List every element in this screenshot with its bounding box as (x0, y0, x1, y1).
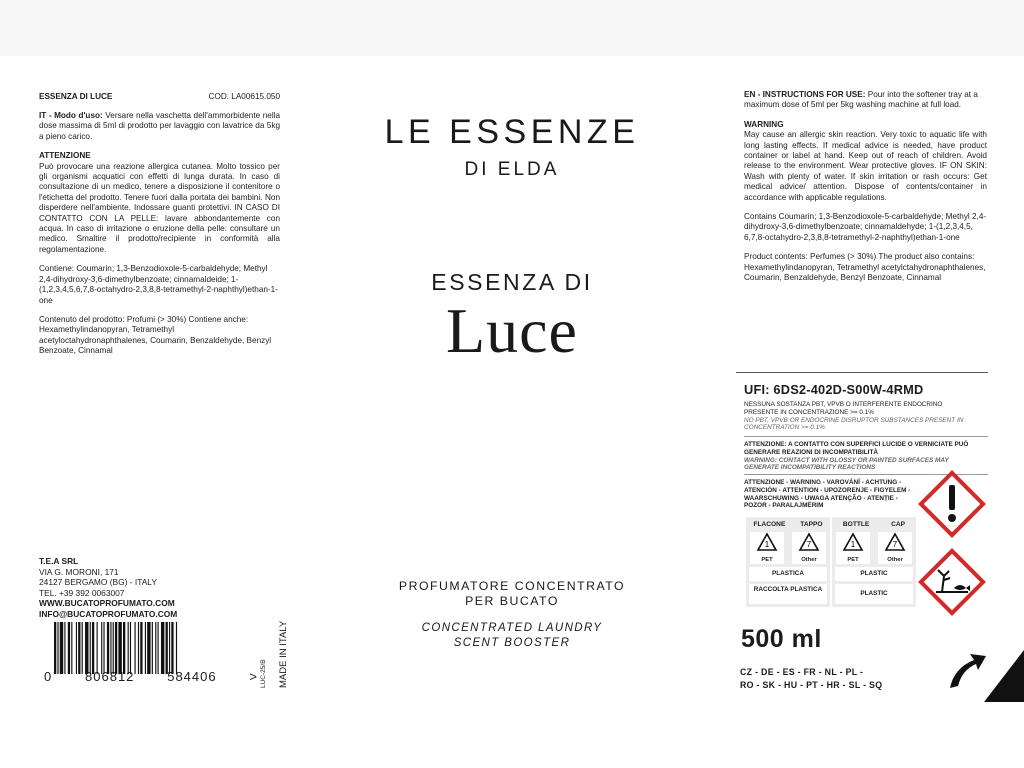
recycle-icon (836, 532, 870, 564)
barcode-bar (145, 622, 146, 674)
barcode-bar (130, 622, 131, 674)
barcode-bar (76, 622, 77, 674)
resin-code: 1 (850, 540, 856, 549)
recycle-icon (750, 532, 784, 564)
product-title-line-1: ESSENZA DI (431, 269, 593, 295)
company-phone: TEL. +39 392 0063007 (39, 587, 125, 598)
ghs-environment-icon (916, 546, 988, 618)
en-usage-label: EN - INSTRUCTIONS FOR USE: (744, 90, 866, 99)
divider-line (744, 436, 988, 437)
pbt-notice-en: NO PBT, VPVB OR ENDOCRINE DISRUPTOR SUBSTANCES PRESENT IN CONCENTRATION >= 0.1% (744, 416, 964, 432)
it-content-text: Contenuto del prodotto: Profumi (> 30%) Contiene anche: Hexamethylindanopyran, Tetramethyl acetyloctahydronaphthalenes, Coumarin, Benzaldehyde, Benzyl Benzoate, Cinnamal (39, 314, 272, 356)
barcode-bar (166, 622, 168, 674)
barcode-bar (54, 622, 56, 674)
barcode-bar (64, 622, 65, 674)
it-contains-text: Contiene: Coumarin; 1,3-Benzodioxole-5-carbaldehyde; Methyl 2,4-dihydroxy-3,6-dimethylbenzoate; cinnamaldeide; 1-(1,2,3,4,5,6,7,8-octahydro-2,3,8,8-tetramethyl-2-naphthyl)ethan-1-one (39, 264, 278, 305)
tagline-english-1: CONCENTRATED LAUNDRY (421, 622, 603, 634)
multilang-warning-text: ATTENZIONE - WARNING - VAROVÁNÍ - ACHTUNG - ATENCIÓN - ATTENTION - UPOZORENJE - FIGYELEM - WAARSCHUWING - UWAGA ATENÇÃO - ATENȚIE - POZOR - PARALAJMËRIM (744, 479, 911, 510)
barcode-bar (140, 622, 142, 674)
resin-code: 7 (806, 540, 812, 549)
barcode-bar (82, 622, 83, 674)
barcode-bar (135, 622, 136, 674)
company-city: 24127 BERGAMO (BG) - ITALY (39, 577, 157, 588)
product-title-line-2: Luce (446, 295, 578, 366)
material-label: PLASTIC (835, 567, 913, 581)
barcode-bar (97, 622, 98, 674)
recycle-icon (792, 532, 826, 564)
barcode-bar (128, 622, 129, 674)
company-website: WWW.BUCATOPROFUMATO.COM (39, 598, 175, 609)
barcode-bar (78, 622, 80, 674)
barcode-bar (171, 622, 173, 674)
barcode-bar (85, 622, 88, 674)
ghs-exclamation-icon (916, 468, 988, 540)
divider-line (736, 372, 988, 373)
brand-line-2: DI ELDA (464, 159, 560, 180)
tagline-italian (330, 579, 694, 609)
tagline-italian-1: PROFUMATORE CONCENTRATO (398, 579, 626, 593)
product-title (330, 268, 694, 364)
pbt-notice (744, 401, 976, 432)
tagline-italian-2: PER BUCATO (465, 594, 559, 608)
barcode-bar (147, 622, 150, 674)
barcode-digits (44, 669, 258, 684)
en-usage-paragraph (744, 90, 987, 111)
en-warning-title: WARNING (744, 119, 784, 129)
product-code: COD. LA00615.050 (208, 92, 280, 101)
barcode-bar (60, 622, 63, 674)
barcode-bar (155, 622, 156, 674)
resin-code: 7 (892, 540, 898, 549)
product-header-row (39, 92, 280, 102)
barcode-bar (68, 622, 70, 674)
recycle-icon (878, 532, 912, 564)
material-label: PLASTICA (749, 567, 827, 581)
open-arrow-icon (944, 640, 1024, 702)
barcode-bar (101, 622, 102, 674)
barcode-bar (169, 622, 170, 674)
lot-code: LUC-25/B (260, 659, 267, 688)
surface-notice-en: WARNING: CONTACT WITH GLOSSY OR PAINTED SURFACES MAY GENERATE INCOMPATIBILITY REACTIONS (744, 456, 949, 472)
barcode-bar (57, 622, 58, 674)
disposal-label: RACCOLTA PLASTICA (749, 584, 827, 604)
recycling-header-cap: CAP (891, 521, 906, 528)
barcode-bar (71, 622, 72, 674)
en-content-text: Product contents: Perfumes (> 30%) The product also contains: Hexamethylindanopyran, Tetramethyl acetylctahydronaphthalenes, Coumarin, Benzaldehyde, Benzyl Benzoate, Cinnamal (744, 252, 986, 283)
barcode-bar (152, 622, 153, 674)
barcode-bar (138, 622, 139, 674)
barcode-bar (90, 622, 91, 674)
languages-line-2: RO - SK - HU - PT - HR - SL - SQ (740, 679, 883, 690)
company-street: VIA G. MORONI, 171 (39, 566, 119, 577)
multilang-warning (744, 479, 914, 510)
barcode-group-1: 806812 (85, 669, 135, 684)
pbt-notice-it: NESSUNA SOSTANZA PBT, VPVB O INTERFERENTE ENDOCRINO PRESENTE IN CONCENTRAZIONE >= 0.1% (744, 401, 943, 416)
recycling-header-cap: TAPPO (800, 521, 823, 528)
barcode-bar (176, 622, 177, 674)
it-usage-label: IT - Modo d'uso: (39, 111, 103, 120)
surface-notice-it: ATTENZIONE: A CONTATTO CON SUPERFICI LUCIDE O VERNICIATE PUÒ GENERARE REAZIONI DI INCOMPATIBILITÀ (744, 441, 969, 456)
recycling-box-italian (746, 517, 830, 607)
barcode-bar (113, 622, 114, 674)
italian-text-panel (39, 92, 280, 357)
ufi-code: UFI: 6DS2-402D-S00W-4RMD (744, 382, 924, 397)
disposal-label: PLASTIC (835, 584, 913, 604)
resin-name: PET (847, 557, 859, 563)
resin-name: Other (801, 557, 817, 563)
resin-code: 1 (764, 540, 770, 549)
ean-barcode (54, 622, 234, 674)
it-usage-text: Versare nella vaschetta dell'ammorbidente nella dose massima di 5ml di prodotto per lavaggio con lavatrice da 5kg a pieno carico. (39, 111, 281, 141)
resin-name: Other (887, 557, 903, 563)
barcode-bar (115, 622, 117, 674)
made-in-italy: MADE IN ITALY (278, 620, 289, 688)
barcode-bar (92, 622, 94, 674)
languages-line-1: CZ - DE - ES - FR - NL - PL - (740, 667, 864, 677)
recycling-header-bottle: FLACONE (753, 521, 786, 528)
it-warning-text: Può provocare una reazione allergica cutanea. Molto tossico per gli organismi acquatici con effetti di lunga durata. In caso di consultazione di un medico, tenere a disposizione il contenitore o l'etichetta del prodotto. Tenere fuori dalla portata dei bambini. Non disperdere nell'ambiente. Indossare guanti protettivi. IN CASO DI CONTATTO CON LA PELLE: lavare abbondantemente con acqua. In caso di irritazione o eruzione della pelle: consultare un medico. Smaltire il prodotto/recipiente in conformità alla regolamentazione. (39, 161, 280, 254)
barcode-bar (123, 622, 125, 674)
tagline-english (330, 621, 694, 651)
tagline-english-2: SCENT BOOSTER (453, 637, 571, 649)
company-address (39, 556, 279, 620)
barcode-bar (110, 622, 111, 674)
recycling-header-bottle: BOTTLE (842, 521, 870, 528)
en-usage-text: Pour into the softener tray at a maximum dose of 5ml per 5kg washing machine at full load. (744, 90, 978, 110)
brand-logo (330, 112, 694, 182)
barcode-bar (118, 622, 121, 674)
barcode-arrow: > (249, 669, 258, 684)
brand-line-1: LE ESSENZE (384, 113, 640, 151)
it-warning-title: ATTENZIONE (39, 151, 91, 161)
resin-name: PET (761, 557, 773, 563)
barcode-bar (158, 622, 159, 674)
barcode-group-2: 584406 (167, 669, 217, 684)
it-usage-paragraph (39, 111, 280, 142)
recycling-box-english (832, 517, 916, 607)
en-warning-text: May cause an allergic skin reaction. Very toxic to aquatic life with long lasting effects. If medical advice is needed, have product container or label at hand. Keep out of reach of children. Avoid release to the environment. Wear protective gloves. IF ON SKIN: Wash with plenty of water. If skin irritation or rash occurs: Get medical advice/ attention. Dispose of contents/container in accordance with applicable regulations. (744, 130, 987, 202)
english-text-panel (744, 90, 987, 284)
en-contains-text: Contains Coumarin; 1,3-Benzodioxole-5-carbaldehyde; Methyl 2,4-dihydroxy-3,6-dimethylbenzoate; cinnamaldehyde; 1-(1,2,3,4,5, 6,7,8-octahydro-2,3,8,8-tetramethyl-2-naphthyl)ethan-1-one (744, 212, 987, 242)
product-name-label: ESSENZA DI LUCE (39, 92, 113, 101)
company-email: INFO@BUCATOPROFUMATO.COM (39, 608, 178, 619)
barcode-bar (107, 622, 109, 674)
volume-label: 500 ml (741, 625, 822, 653)
barcode-bar (161, 622, 164, 674)
languages-list (740, 666, 930, 691)
company-name: T.E.A SRL (39, 556, 79, 566)
top-margin-band (0, 0, 1024, 56)
barcode-bar (103, 622, 104, 674)
barcode-first-digit: 0 (44, 669, 53, 684)
